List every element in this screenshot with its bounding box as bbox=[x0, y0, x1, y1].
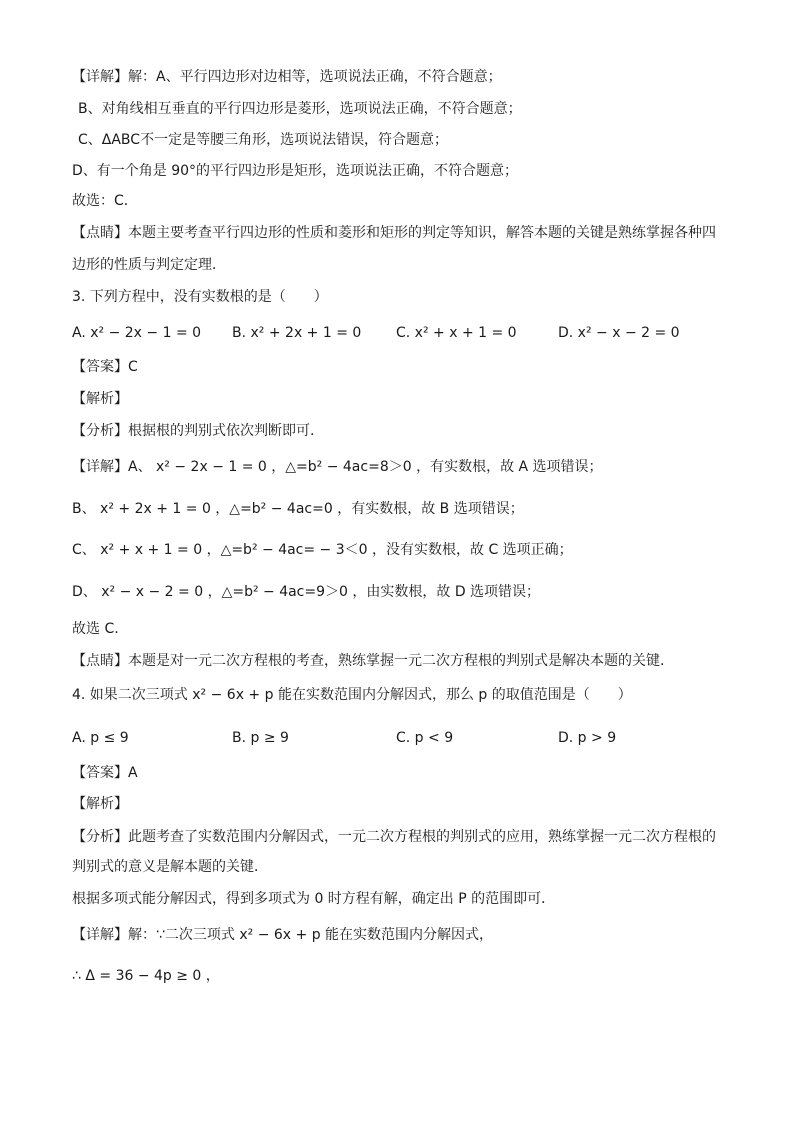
q2-comment-line2: 边形的性质与判定定理． bbox=[72, 257, 226, 273]
q3-detail-c: C、 x² + x + 1 = 0 ，△=b² − 4ac= − 3＜0 ，没有实数根，故 C 选项正确； bbox=[72, 542, 573, 558]
q4-jiexi: 【解析】 bbox=[72, 796, 128, 812]
q4-option-b: B. p ≥ 9 bbox=[232, 730, 289, 746]
q2-choose: 故选：C． bbox=[72, 193, 138, 209]
q2-detail-d: D、有一个角是 90°的平行四边形是矩形，选项说法正确，不符合题意； bbox=[72, 163, 519, 179]
q2-comment-line1: 【点睛】本题主要考查平行四边形的性质和菱形和矩形的判定等知识，解答本题的关键是熟练掌握各种四 bbox=[72, 225, 716, 241]
q3-detail-d: D、 x² − x − 2 = 0 ，△=b² − 4ac=9＞0 ，由实数根，故 D 选项错误； bbox=[72, 584, 541, 600]
q3-option-c: C. x² + x + 1 = 0 bbox=[396, 325, 517, 341]
q4-option-a: A. p ≤ 9 bbox=[72, 730, 129, 746]
q3-choose: 故选 C. bbox=[72, 621, 119, 637]
q3-option-d: D. x² − x − 2 = 0 bbox=[558, 325, 680, 341]
q4-option-d: D. p > 9 bbox=[558, 730, 617, 746]
q4-analysis-line3: 根据多项式能分解因式，得到多项式为 0 时方程有解，确定出 P 的范围即可． bbox=[72, 891, 556, 907]
q3-comment: 【点睛】本题是对一元二次方程根的考查，熟练掌握一元二次方程根的判别式是解决本题的关键. bbox=[72, 653, 665, 669]
q2-detail-b: B、对角线相互垂直的平行四边形是菱形，选项说法正确，不符合题意； bbox=[78, 101, 522, 117]
q4-option-c: C. p < 9 bbox=[396, 730, 454, 746]
q3-answer: 【答案】C bbox=[72, 359, 138, 375]
q3-detail-a: 【详解】A、 x² − 2x − 1 = 0 ，△=b² − 4ac=8＞0 ，有实数根，故 A 选项错误； bbox=[72, 459, 603, 475]
q2-detail-a: 【详解】解：A、平行四边形对边相等，选项说法正确，不符合题意； bbox=[72, 69, 502, 85]
q4-stem: 4. 如果二次三项式 x² − 6x + p 能在实数范围内分解因式，那么 p 的取值范围是（ ） bbox=[72, 687, 632, 703]
q3-option-a: A. x² − 2x − 1 = 0 bbox=[72, 325, 202, 341]
q4-answer: 【答案】A bbox=[72, 765, 138, 781]
q3-analysis: 【分析】根据根的判别式依次判断即可. bbox=[72, 423, 315, 439]
q3-stem: 3. 下列方程中，没有实数根的是（ ） bbox=[72, 289, 328, 305]
q4-analysis-line1: 【分析】此题考查了实数范围内分解因式，一元二次方程根的判别式的应用，熟练掌握一元二次方程根的 bbox=[72, 829, 716, 845]
q4-detail-line1: 【详解】解：∵二次三项式 x² − 6x + p 能在实数范围内分解因式， bbox=[72, 927, 494, 943]
q2-detail-c: C、ΔABC不一定是等腰三角形，选项说法错误，符合题意； bbox=[78, 132, 449, 148]
q3-option-b: B. x² + 2x + 1 = 0 bbox=[232, 325, 362, 341]
q4-analysis-line2: 判别式的意义是解本题的关键． bbox=[72, 859, 268, 875]
q3-jiexi: 【解析】 bbox=[72, 391, 128, 407]
q3-detail-b: B、 x² + 2x + 1 = 0 ，△=b² − 4ac=0 ，有实数根，故 B 选项错误； bbox=[72, 501, 524, 517]
q4-detail-line2: ∴ Δ = 36 − 4p ≥ 0 ， bbox=[72, 968, 220, 984]
